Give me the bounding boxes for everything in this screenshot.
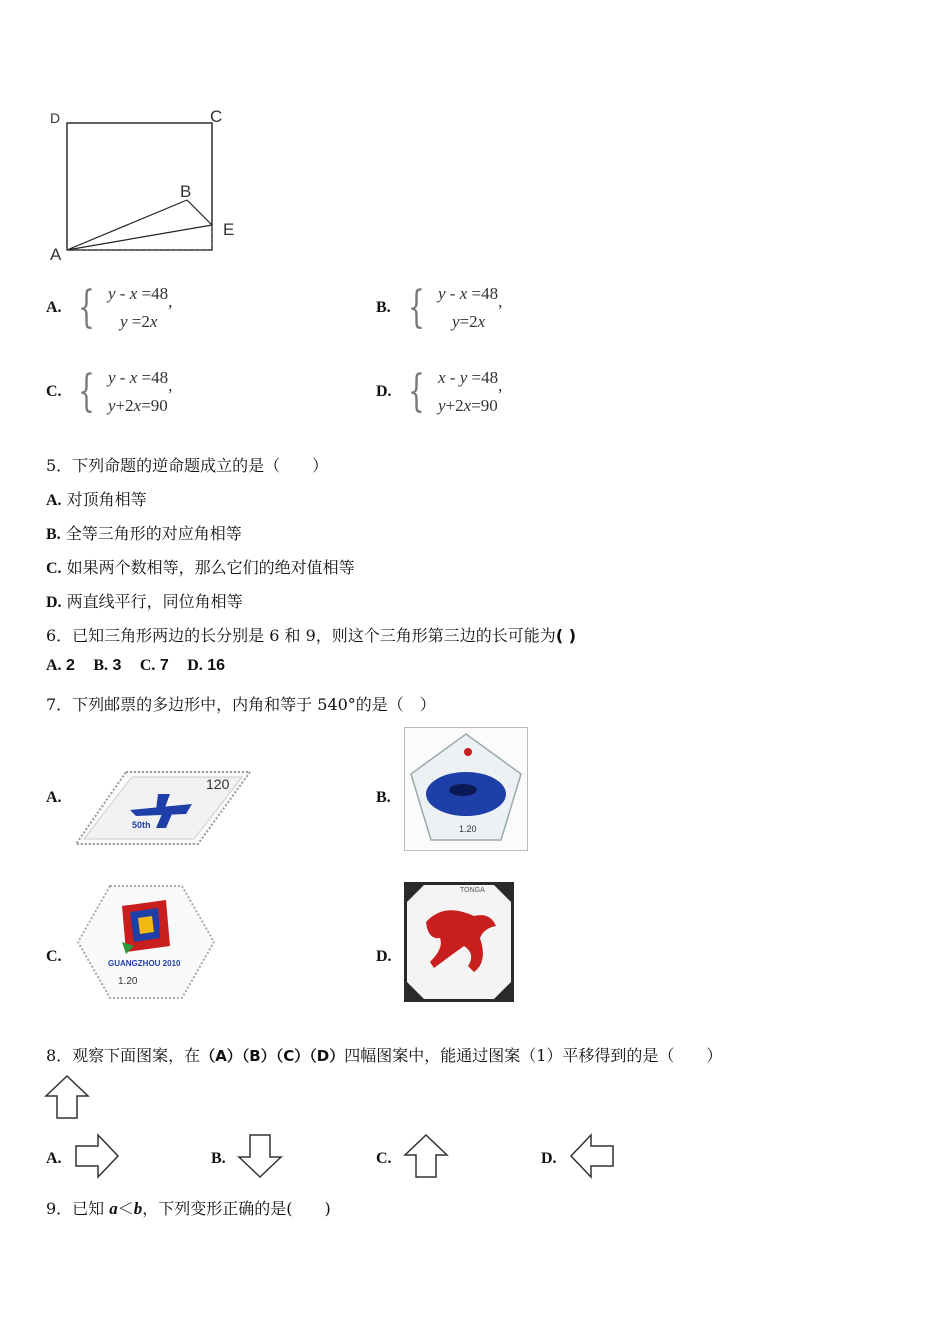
up-arrow-icon <box>403 1133 449 1179</box>
q8-option-a-label[interactable]: A. <box>46 1150 62 1167</box>
pattern-1-arrow <box>44 1074 90 1124</box>
q9-stem: 9．已知 a＜b，下列变形正确的是( ) <box>46 1199 331 1218</box>
option-label: C. <box>46 383 62 400</box>
label-a: A <box>50 245 62 264</box>
stamp-c-value: 1.20 <box>118 976 138 987</box>
q7-option-d-label[interactable]: D. <box>376 948 392 965</box>
stamp-d-value: TONGA <box>460 887 485 894</box>
equation-system: y - x =48 y =2x <box>108 284 169 331</box>
stamp-a-value: 120 <box>206 776 230 792</box>
q8-option-a-arrow[interactable] <box>74 1133 120 1183</box>
q6-stem: 6．已知三角形两边的长分别是 6 和 9，则这个三角形第三边的长可能为( ) <box>46 626 577 645</box>
q7-option-c-label[interactable]: C. <box>46 948 62 965</box>
segment-ab <box>67 200 187 250</box>
rectangle-diagram <box>44 105 254 270</box>
brace-icon: { <box>78 282 95 333</box>
stamp-d-shape <box>404 882 514 1002</box>
label-d: D <box>50 110 61 126</box>
left-arrow-icon <box>569 1133 615 1179</box>
q6-options <box>46 657 225 675</box>
brace-icon: { <box>78 366 95 417</box>
stamp-c-sub: GUANGZHOU 2010 <box>108 959 181 968</box>
q4-option-a[interactable]: A. { y - x =48 y =2x , <box>46 280 172 336</box>
stamp-hexagon <box>74 882 218 1002</box>
stamp-octagon <box>404 882 514 1002</box>
down-arrow-icon <box>237 1133 283 1179</box>
q5-stem: 5．下列命题的逆命题成立的是（ ） <box>46 456 329 475</box>
q4-option-d[interactable]: D. { x - y =48 y+2x=90 , <box>376 364 502 420</box>
up-arrow-icon <box>44 1074 90 1120</box>
option-label: A. <box>46 299 62 316</box>
right-arrow-icon <box>74 1133 120 1179</box>
label-c: C <box>210 107 223 126</box>
option-label: D. <box>376 383 392 400</box>
q6-option-d[interactable]: D. 16 <box>187 657 226 674</box>
q7-option-b-label[interactable]: B. <box>376 789 391 806</box>
q5-option-b[interactable]: B. 全等三角形的对应角相等 <box>46 524 242 543</box>
q7-stem: 7．下列邮票的多边形中，内角和等于 540°的是（ ） <box>46 695 436 714</box>
q8-option-b-arrow[interactable] <box>237 1133 283 1183</box>
q8-stem: 8．观察下面图案，在（A）（B）（C）（D）四幅图案中，能通过图案（1）平移得到的是（ ） <box>46 1046 723 1065</box>
stamp-a-sub: 50th <box>132 820 151 830</box>
q4-option-c[interactable]: C. { y - x =48 y+2x=90 , <box>46 364 172 420</box>
q5-option-a[interactable]: A. 对顶角相等 <box>46 490 147 509</box>
segment-be <box>187 200 212 225</box>
q7-option-a-label[interactable]: A. <box>46 789 62 806</box>
geometry-figure <box>44 105 254 270</box>
q6-option-b[interactable]: B. 3 <box>93 657 122 674</box>
brace-icon: { <box>408 282 425 333</box>
stamp-b-value: 1.20 <box>459 824 477 834</box>
q8-option-d-arrow[interactable] <box>569 1133 615 1183</box>
brace-icon: { <box>408 366 425 417</box>
q8-option-b-label[interactable]: B. <box>211 1150 226 1167</box>
equation-system: y - x =48 y=2x <box>438 284 499 331</box>
q8-option-c-arrow[interactable] <box>403 1133 449 1183</box>
q8-option-c-label[interactable]: C. <box>376 1150 392 1167</box>
equation-system: y - x =48 y+2x=90 <box>108 368 169 415</box>
label-e: E <box>223 220 235 239</box>
stamp-c-shape <box>74 882 218 1002</box>
segment-ae <box>67 225 212 250</box>
q6-option-c[interactable]: C. 7 <box>139 657 169 674</box>
q8-option-d-label[interactable]: D. <box>541 1150 557 1167</box>
q6-option-a[interactable]: A. 2 <box>46 657 75 674</box>
option-label: B. <box>376 299 391 316</box>
stamp-parallelogram <box>74 770 254 846</box>
q4-option-b[interactable]: B. { y - x =48 y=2x , <box>376 280 502 336</box>
q5-option-d[interactable]: D. 两直线平行，同位角相等 <box>46 592 243 611</box>
label-b: B <box>180 182 192 201</box>
equation-system: x - y =48 y+2x=90 <box>438 368 499 415</box>
stamp-pentagon <box>404 727 528 851</box>
q5-option-c[interactable]: C. 如果两个数相等，那么它们的绝对值相等 <box>46 558 355 577</box>
